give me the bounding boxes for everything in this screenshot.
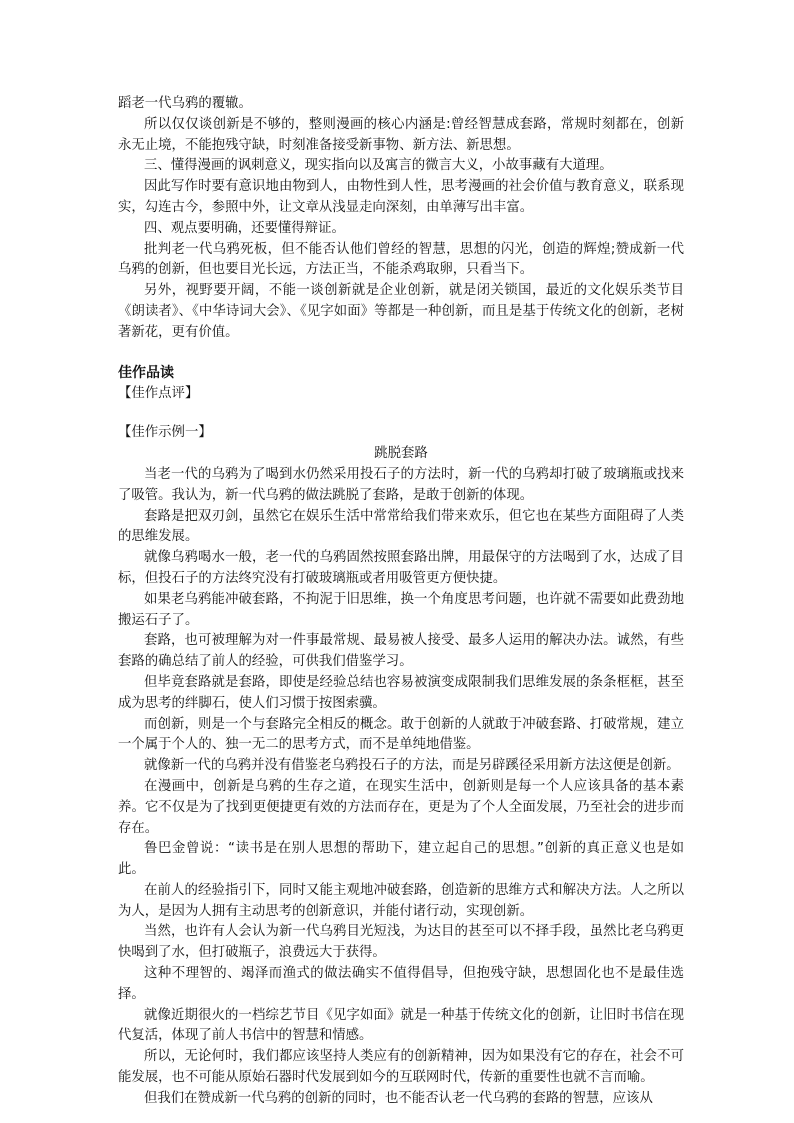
essay-paragraph: 如果老乌鸦能冲破套路，不拘泥于旧思维，换一个角度思考问题，也许就不需要如此费劲地搬运石子了。 — [118, 591, 684, 628]
essay-paragraph: 就像近期很火的一档综艺节目《见字如面》就是一种基于传统文化的创新，让旧时书信在现代复活，体现了前人书信中的智慧和情感。 — [118, 1007, 684, 1044]
intro-paragraph: 三、懂得漫画的讽刺意义，现实指向以及寓言的微言大义，小故事藏有大道理。 — [144, 158, 613, 174]
essay-paragraph: 套路，也可被理解为对一件事最常规、最易被人接受、最多人运用的解决办法。诚然，有些套路的确总结了前人的经验，可供我们借鉴学习。 — [118, 633, 684, 670]
essay-paragraph: 套路是把双刃剑，虽然它在娱乐生活中常常给我们带来欢乐，但它也在某些方面阻碍了人类的思维发展。 — [118, 508, 684, 545]
spacer — [118, 344, 684, 362]
essay-paragraph: 当老一代的乌鸦为了喝到水仍然采用投石子的方法时，新一代的乌鸦却打破了玻璃瓶或找来了吸管。我认为，新一代乌鸦的做法跳脱了套路，是敢于创新的体现。 — [118, 466, 684, 503]
section-comment-label: 【佳作点评】 — [118, 385, 199, 401]
intro-paragraph: 所以仅仅谈创新是不够的，整则漫画的核心内涵是:曾经智慧成套路，常规时刻都在，创新永无止境，不能抱残守缺，时刻准备接受新事物、新方法、新思想。 — [118, 116, 684, 153]
document-page — [118, 94, 684, 1110]
essay-paragraph: 但我们在赞成新一代乌鸦的创新的同时，也不能否认老一代乌鸦的套路的智慧，应该从 — [144, 1090, 653, 1106]
essay-paragraph: 鲁巴金曾说：“读书是在别人思想的帮助下，建立起自己的思想。”创新的真正意义也是如此。 — [118, 841, 684, 878]
essay-paragraph: 所以，无论何时，我们都应该坚持人类应有的创新精神，因为如果没有它的存在，社会不可能发展，也不可能从原始石器时代发展到如今的互联网时代，传新的重要性也就不言而喻。 — [118, 1049, 684, 1086]
intro-paragraph: 因此写作时要有意识地由物到人，由物性到人性，思考漫画的社会价值与教育意义，联系现实，勾连古今，参照中外，让文章从浅显走向深刻，由单薄写出丰富。 — [118, 179, 684, 215]
intro-paragraph: 四、观点要明确，还要懂得辩证。 — [144, 220, 345, 236]
essay-paragraph: 在前人的经验指引下，同时又能主观地冲破套路，创造新的思维方式和解决方法。人之所以为人，是因为人拥有主动思考的创新意识，并能付诸行动，实现创新。 — [118, 882, 684, 919]
essay-paragraph: 但毕竟套路就是套路，即使是经验总结也容易被演变成限制我们思维发展的条条框框，甚至成为思考的绊脚石，使人们习惯于按图索骥。 — [118, 674, 684, 711]
essay-paragraph: 当然，也许有人会认为新一代乌鸦目光短浅，为达目的甚至可以不择手段，虽然比老乌鸦更快喝到了水，但打破瓶子，浪费远大于获得。 — [118, 924, 684, 961]
essay-paragraph: 而创新，则是一个与套路完全相反的概念。敢于创新的人就敢于冲破套路、打破常规，建立一个属于个人的、独一无二的思考方式，而不是单纯地借鉴。 — [118, 716, 684, 753]
essay-title: 跳脱套路 — [374, 446, 428, 462]
essay-paragraph: 就像新一代的乌鸦并没有借鉴老乌鸦投石子的方法，而是另辟蹊径采用新方法这便是创新。 — [144, 758, 680, 774]
intro-paragraph: 另外，视野要开阔，不能一谈创新就是企业创新，就是闭关锁国，最近的文化娱乐类节目《朗读者》、《中华诗词大会》、《见字如面》等都是一种创新，而且是基于传统文化的创新，老树著新花，更有价值。 — [118, 283, 684, 340]
example-label: 【佳作示例一】 — [118, 425, 212, 441]
spacer — [118, 404, 684, 423]
essay-paragraph: 在漫画中，创新是乌鸦的生存之道，在现实生活中，创新则是每一个人应该具备的基本素养。它不仅是为了找到更便捷更有效的方法而存在，更是为了个人全面发展，乃至社会的进步而存在。 — [118, 778, 684, 836]
section-heading: 佳作品读 — [118, 364, 174, 381]
intro-paragraph: 批判老一代乌鸦死板，但不能否认他们曾经的智慧，思想的闪光，创造的辉煌;赞成新一代乌鸦的创新，但也要目光长远，方法正当，不能杀鸡取卵，只看当下。 — [118, 241, 684, 278]
essay-paragraph: 这种不理智的、竭泽而渔式的做法确实不值得倡导，但抱残守缺，思想固化也不是最佳选择。 — [118, 966, 684, 1002]
intro-paragraph: 蹈老一代乌鸦的覆辙。 — [118, 96, 252, 111]
essay-paragraph: 就像乌鸦喝水一般，老一代的乌鸦固然按照套路出牌，用最保守的方法喝到了水，达成了目标，但投石子的方法终究没有打破玻璃瓶或者用吸管更方便快捷。 — [118, 550, 684, 586]
